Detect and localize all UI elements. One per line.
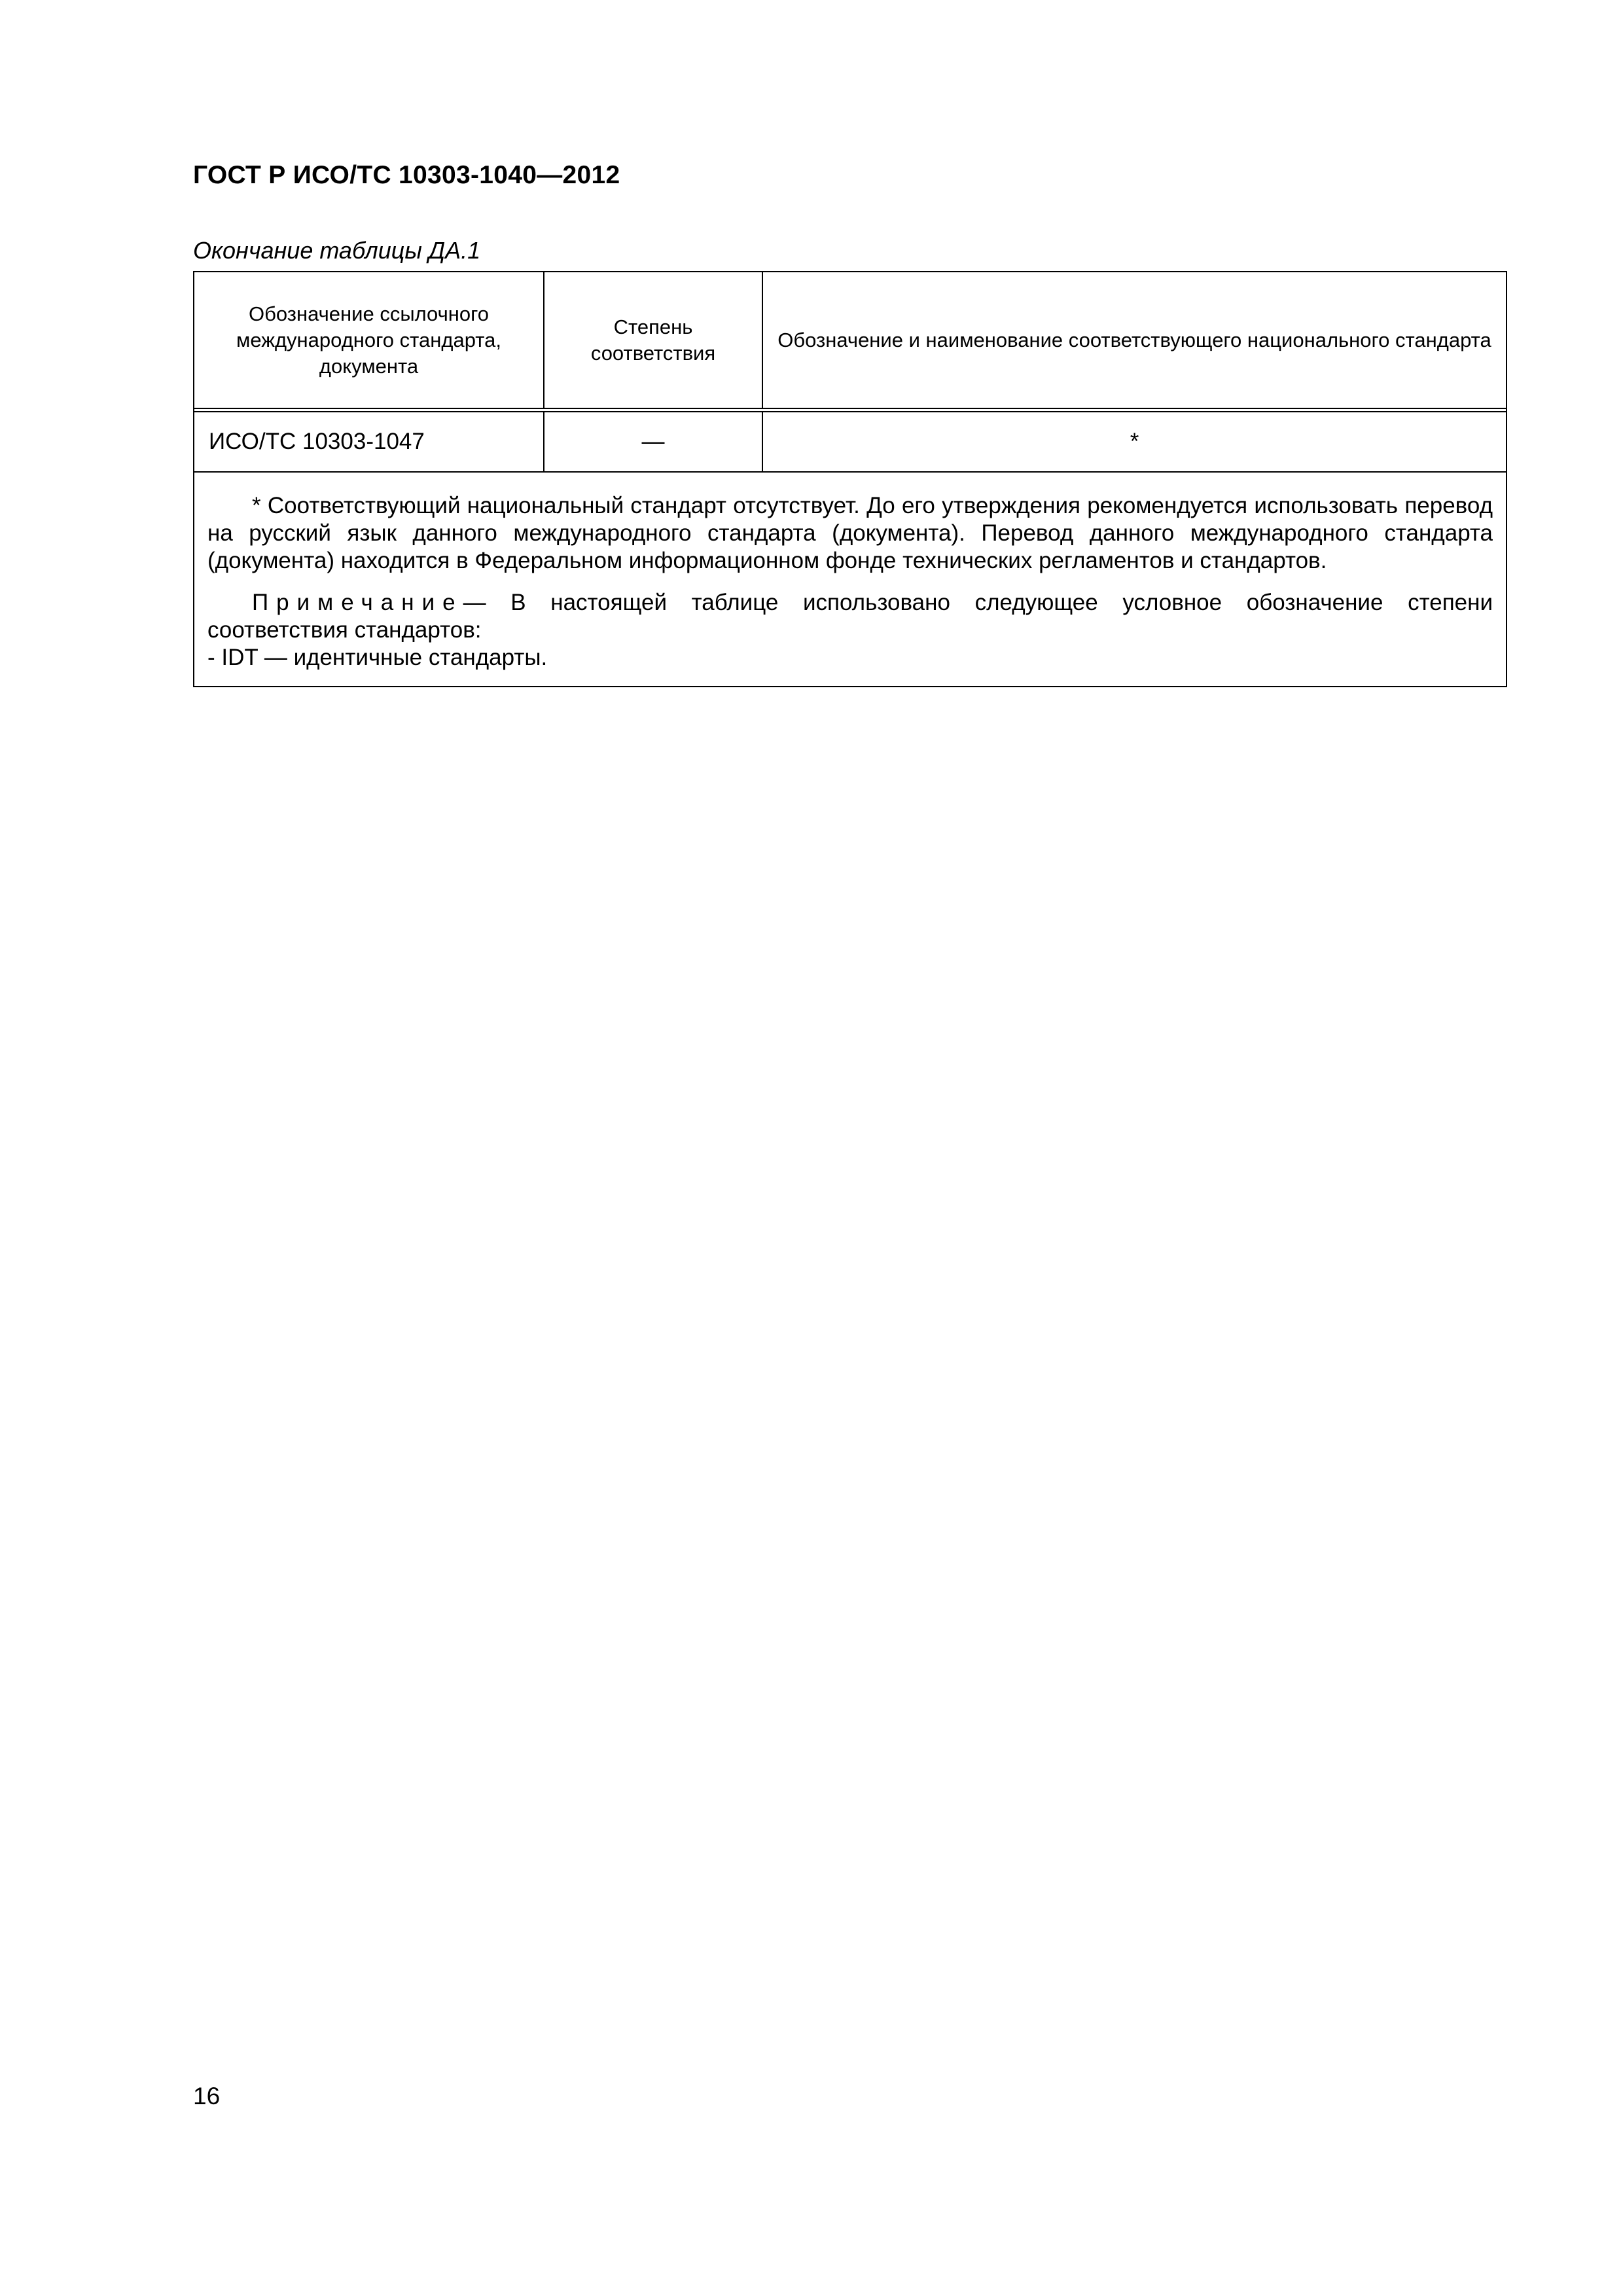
footnote: * Соответствующий национальный стандарт отсутствует. До его утверждения рекомендуется использовать перевод на русский язык данного международного стандарта (документа). Перевод данного международного стандарта (документа) находится в Федеральном информационном фонде технических регламентов и стандартов. bbox=[207, 493, 1493, 573]
note-prefix: Примечание bbox=[252, 590, 463, 615]
column-header-reference: Обозначение ссылочного международного стандарта, документа bbox=[194, 272, 544, 408]
table-caption: Окончание таблицы ДА.1 bbox=[193, 237, 481, 264]
table-notes bbox=[194, 473, 1506, 686]
table-header-row bbox=[194, 272, 1506, 412]
note-text: — В настоящей таблице использовано следующее условное обозначение степени соответствия стандартов: bbox=[207, 590, 1493, 643]
document-header: ГОСТ Р ИСО/ТС 10303-1040—2012 bbox=[193, 161, 620, 189]
page-number: 16 bbox=[193, 2083, 221, 2109]
column-header-national: Обозначение и наименование соответствующего национального стандарта bbox=[777, 328, 1491, 351]
cell-reference: ИСО/ТС 10303-1047 bbox=[194, 412, 544, 471]
column-header-degree: Степень соответствия bbox=[544, 272, 763, 408]
correspondence-table bbox=[193, 271, 1507, 687]
list-item: - IDT — идентичные стандарты. bbox=[207, 645, 548, 670]
note-paragraph bbox=[207, 589, 1493, 644]
cell-degree: — bbox=[544, 412, 763, 471]
table-row bbox=[194, 412, 1506, 473]
cell-national: * bbox=[1130, 429, 1139, 454]
